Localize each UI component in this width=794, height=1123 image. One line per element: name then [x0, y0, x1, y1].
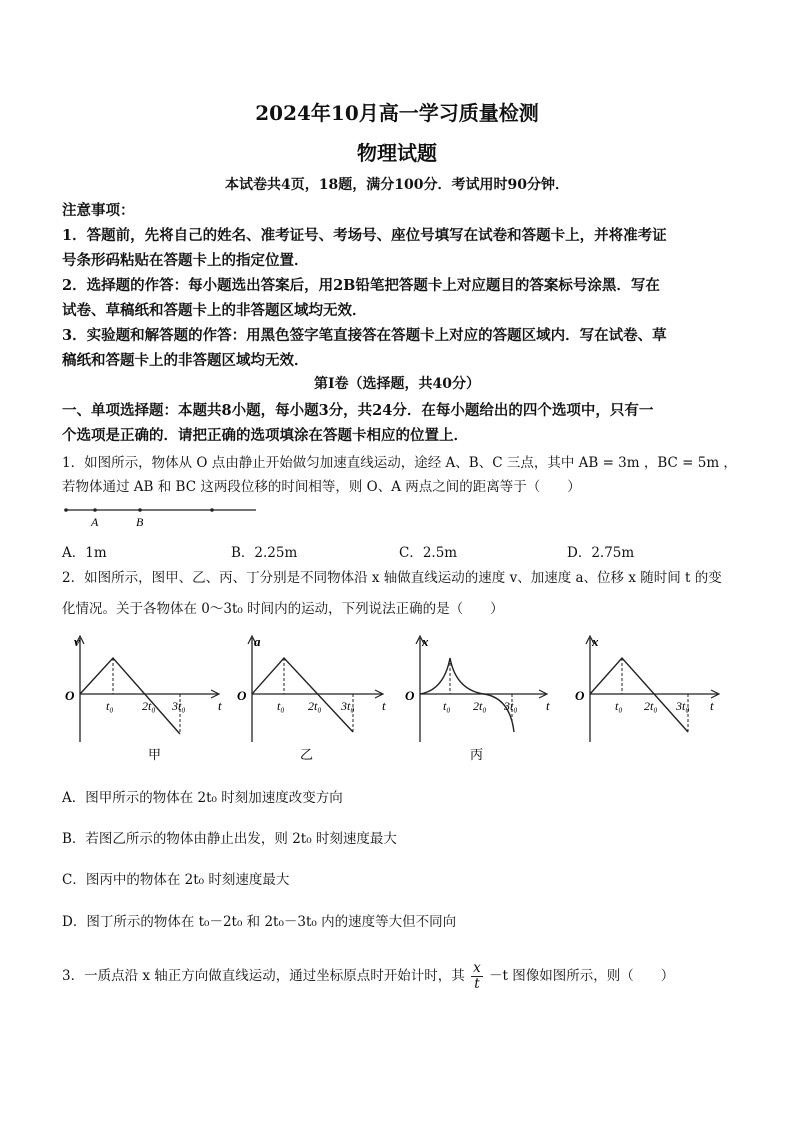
- t-label: t: [546, 698, 550, 713]
- q1-option-a: A．1m: [62, 545, 107, 561]
- y-label: x: [422, 634, 429, 649]
- q1-stem-line: 1．如图所示，物体从 O 点由静止开始做匀加速直线运动，途经 A、B、C 三点，其中 AB = 3m ，BC = 5m ，: [62, 455, 737, 471]
- graph-caption: 甲: [148, 747, 162, 762]
- q3-text-before: 3．一质点沿 x 轴正方向做直线运动，通过坐标原点时开始计时，其: [62, 968, 465, 984]
- tick-3t0: 3t₀: [172, 699, 186, 713]
- q1-option-c: C．2.5m: [399, 545, 458, 561]
- t-label: t: [382, 698, 386, 713]
- exam-subject: 物理试题: [357, 141, 437, 165]
- tick-3t0: 3t₀: [504, 699, 518, 713]
- exam-info: 本试卷共4页，18题，满分100分．考试用时90分钟．: [225, 177, 569, 193]
- q2-stem-line: 2．如图所示，图甲、乙、丙、丁分别是不同物体沿 x 轴做直线运动的速度 v、加速度 a、位移 x 随时间 t 的变: [62, 570, 722, 586]
- q1-option-d: D．2.75m: [567, 545, 635, 561]
- q3-frac-num: x: [473, 960, 481, 976]
- note-line: 3．实验题和解答题的作答：用黑色签字笔直接答在答题卡上对应的答题区域内．写在试卷、草: [62, 327, 667, 344]
- q1-label-b: B: [136, 515, 144, 529]
- q1-figure: [60, 500, 270, 532]
- notes-heading: 注意事项：: [62, 202, 135, 219]
- q1-option-b: B．2.25m: [231, 545, 298, 561]
- tick-2t0: 2t₀: [644, 699, 658, 713]
- section-title: 第Ⅰ卷（选择题，共40分）: [313, 376, 481, 392]
- tick-t0: t₀: [106, 699, 114, 713]
- note-line: 试卷、草稿纸和答题卡上的非答题区域均无效．: [62, 302, 367, 319]
- tick-2t0: 2t₀: [308, 699, 322, 713]
- graph-curve: [252, 658, 353, 732]
- tick-2t0: 2t₀: [142, 699, 156, 713]
- q1-point-a: [93, 508, 97, 512]
- note-line: 2．选择题的作答：每小题选出答案后，用2B铅笔把答题卡上对应题目的答案标号涂黑．写在: [62, 277, 660, 294]
- graph-curve: [80, 658, 180, 734]
- graph-curve: [590, 658, 688, 732]
- q2-option-b: B．若图乙所示的物体由静止出发，则 2t₀ 时刻速度最大: [62, 831, 397, 847]
- q2-stem-line: 化情况。关于各物体在 0～3t₀ 时间内的运动，下列说法正确的是（ ）: [62, 601, 504, 617]
- t-label: t: [218, 698, 222, 713]
- origin-label: O: [237, 688, 247, 703]
- q3-text-after: －t 图像如图所示，则（ ）: [489, 968, 675, 984]
- q1-stem-line: 若物体通过 AB 和 BC 这两段位移的时间相等，则 O、A 两点之间的距离等于（ ）: [62, 479, 581, 495]
- section-intro-line: 一、单项选择题：本题共8小题，每小题3分，共24分．在每小题给出的四个选项中，只有一: [62, 402, 654, 419]
- y-label: a: [254, 634, 261, 649]
- q3-stem: [62, 961, 674, 992]
- graph-jia: [60, 632, 235, 767]
- tick-t0: t₀: [277, 699, 285, 713]
- tick-t0: t₀: [615, 699, 623, 713]
- note-line: 号条形码粘贴在答题卡上的指定位置．: [62, 252, 309, 269]
- exam-title: 2024年10月高一学习质量检测: [255, 101, 539, 125]
- note-line: 稿纸和答题卡上的非答题区域均无效．: [62, 352, 309, 369]
- graph-ding: [570, 632, 745, 767]
- graph-bing: [400, 632, 575, 767]
- y-label: v: [74, 634, 80, 649]
- graph-curve: [420, 658, 514, 732]
- t-label: t: [710, 698, 714, 713]
- q1-point-c: [210, 508, 214, 512]
- graph-caption: 丙: [470, 747, 484, 762]
- q2-option-a: A．图甲所示的物体在 2t₀ 时刻加速度改变方向: [62, 790, 343, 806]
- section-intro-line: 个选项是正确的．请把正确的选项填涂在答题卡相应的位置上．: [62, 427, 468, 444]
- origin-label: O: [405, 688, 415, 703]
- y-label: x: [592, 634, 599, 649]
- q1-point-o: [64, 508, 68, 512]
- tick-t0: t₀: [443, 699, 451, 713]
- q3-fraction: [471, 961, 483, 992]
- tick-2t0: 2t₀: [473, 699, 487, 713]
- q1-label-a: A: [91, 515, 99, 529]
- origin-label: O: [65, 688, 75, 703]
- note-line: 1．答题前，先将自己的姓名、准考证号、考场号、座位号填写在试卷和答题卡上，并将准考证: [62, 227, 667, 244]
- tick-3t0: 3t₀: [341, 699, 355, 713]
- q2-option-c: C．图丙中的物体在 2t₀ 时刻速度最大: [62, 872, 290, 888]
- graph-caption: 乙: [300, 747, 314, 762]
- q1-point-b: [138, 508, 142, 512]
- q3-frac-den: t: [474, 976, 480, 992]
- origin-label: O: [575, 688, 585, 703]
- q2-option-d: D．图丁所示的物体在 t₀－2t₀ 和 2t₀－3t₀ 内的速度等大但不同向: [62, 914, 457, 930]
- graph-yi: [232, 632, 407, 767]
- tick-3t0: 3t₀: [676, 699, 690, 713]
